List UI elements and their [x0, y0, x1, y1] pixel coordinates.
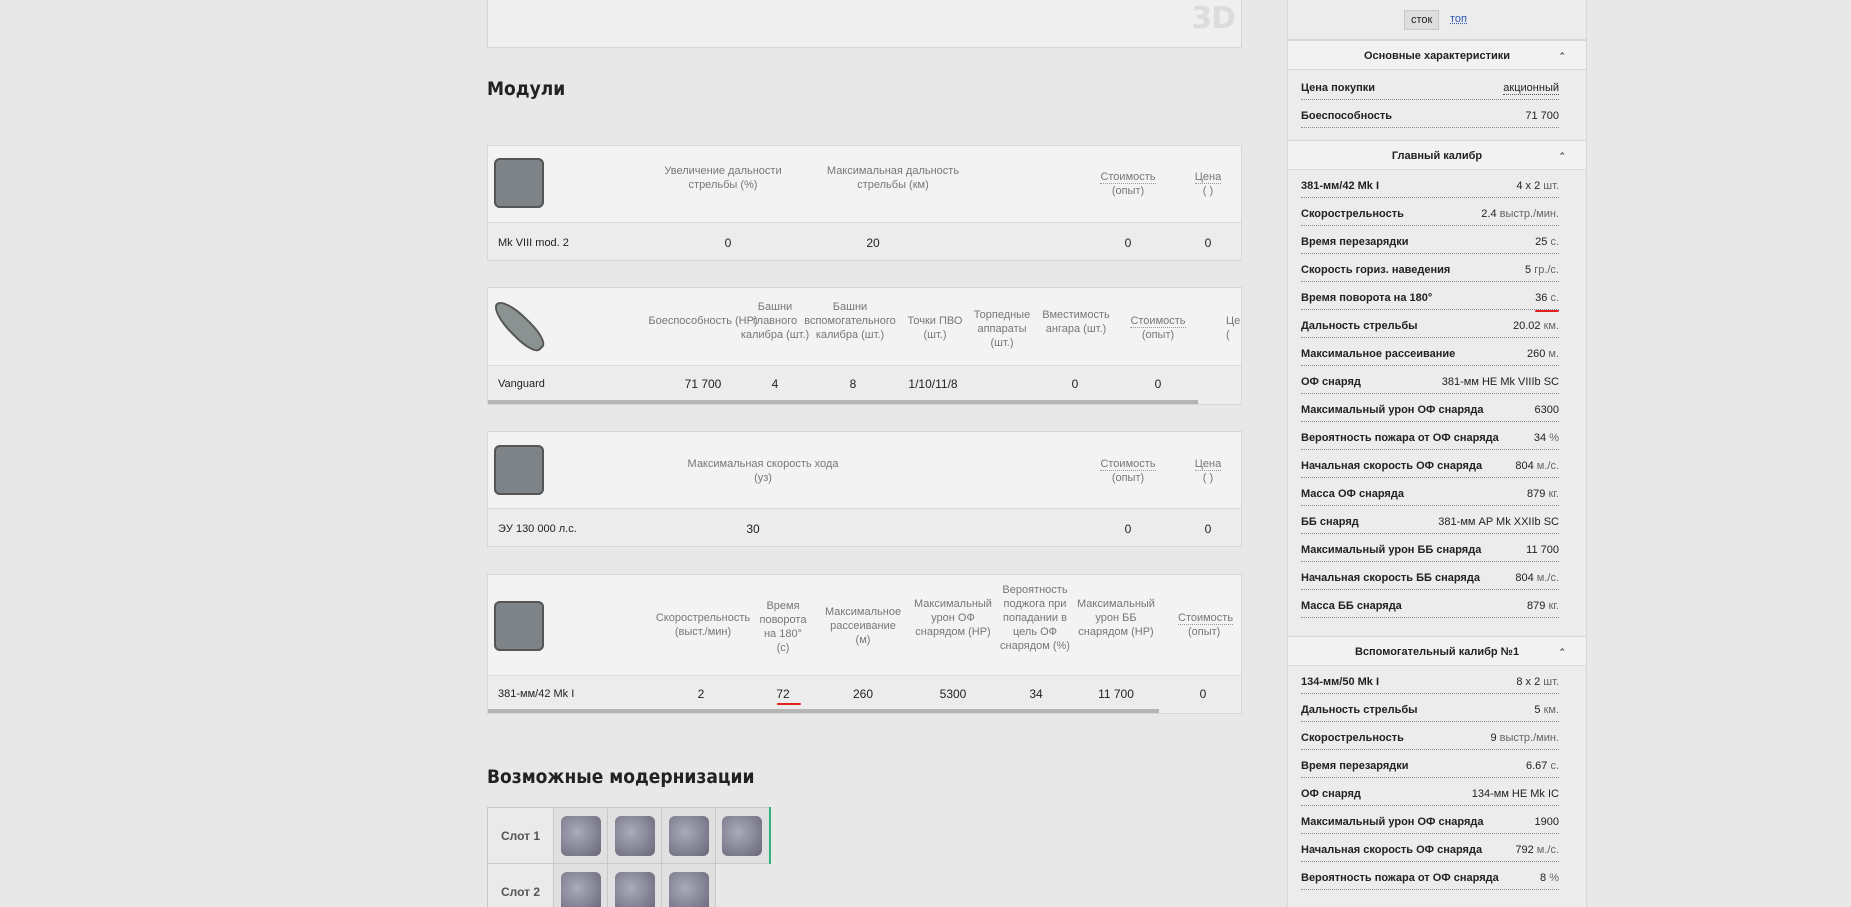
stat-label: Вероятность пожара от ОФ снаряда: [1301, 432, 1499, 444]
stat-value: [1513, 320, 1559, 332]
max-range-value: 20: [866, 236, 880, 250]
table-row: [488, 677, 1241, 710]
stat-value: [1527, 348, 1559, 360]
stat-number: 879: [1527, 600, 1546, 612]
stat-value: [1535, 292, 1559, 304]
fire-chance-value: 34: [1029, 687, 1043, 701]
stats-sidebar: [1287, 0, 1587, 907]
col-price-unit: ( ): [1202, 185, 1214, 197]
stat-row: [1301, 668, 1559, 694]
stat-unit: м./с.: [1536, 572, 1559, 584]
stat-row: [1301, 312, 1559, 338]
stat-unit: км.: [1543, 704, 1559, 716]
stat-unit: %: [1549, 872, 1559, 884]
tab-stock[interactable]: сток: [1404, 10, 1439, 30]
max-speed-value: 30: [746, 522, 760, 536]
stat-label: Масса ББ снаряда: [1301, 600, 1402, 612]
stat-label: ББ снаряд: [1301, 516, 1359, 528]
upgrade-damage-control-icon[interactable]: [722, 816, 762, 856]
stat-number: 879: [1527, 488, 1546, 500]
stat-label: Время перезарядки: [1301, 760, 1409, 772]
gun-turret-icon: [494, 601, 544, 651]
price-value: 0: [1204, 522, 1212, 536]
collapse-chevron-icon[interactable]: ⌃: [1558, 151, 1566, 161]
stat-number: 9: [1490, 732, 1497, 744]
upgrade-aux-armaments-icon[interactable]: [615, 816, 655, 856]
stat-number: 8: [1540, 872, 1547, 884]
col-cost[interactable]: Стоимость: [1100, 458, 1156, 470]
stat-row: [1301, 424, 1559, 450]
stat-value: [1516, 180, 1559, 192]
col-cost-unit: (опыт): [1111, 472, 1145, 484]
cost-value: 0: [1154, 377, 1162, 391]
col-range-increase: Увеличение дальности стрельбы (%): [664, 165, 782, 191]
stat-value: [1525, 264, 1559, 276]
stat-label: Дальность стрельбы: [1301, 320, 1418, 332]
stat-number: 2.4: [1481, 208, 1497, 220]
stat-row: [1301, 564, 1559, 590]
stat-unit: м.: [1548, 348, 1559, 360]
stat-label: Максимальный урон ББ снаряда: [1301, 544, 1482, 556]
col-cost[interactable]: Стоимость: [1130, 315, 1186, 327]
stat-row: [1301, 752, 1559, 778]
stat-label: Скорострельность: [1301, 208, 1404, 220]
stat-value: [1515, 572, 1559, 584]
stat-label: Скорость гориз. наведения: [1301, 264, 1451, 276]
stat-label: 381-мм/42 Mk I: [1301, 180, 1380, 192]
stat-row: [1301, 452, 1559, 478]
stat-number: 804: [1515, 460, 1534, 472]
stat-value: [1527, 488, 1559, 500]
stat-number: 381-мм AP Mk XXIIb SC: [1438, 516, 1559, 528]
stat-unit: с.: [1550, 292, 1559, 304]
hangar-value: 0: [1071, 377, 1079, 391]
horizontal-scrollbar[interactable]: [488, 709, 1159, 714]
section-header[interactable]: [1288, 140, 1586, 170]
stat-value: [1534, 704, 1559, 716]
main-turrets-value: 4: [771, 377, 779, 391]
stat-unit: шт.: [1543, 676, 1559, 688]
price-value: 0: [1204, 236, 1212, 250]
stat-unit: м./с.: [1536, 460, 1559, 472]
stat-unit: выстр./мин.: [1499, 208, 1559, 220]
stat-number: 71 700: [1525, 110, 1559, 122]
collapse-chevron-icon[interactable]: ⌃: [1558, 51, 1566, 61]
stat-unit: кг.: [1548, 600, 1559, 612]
upgrade-engine-icon[interactable]: [561, 872, 601, 907]
col-rate-of-fire: Скорострельность (выст./мин): [655, 612, 751, 638]
upgrade-main-armaments-icon[interactable]: [561, 816, 601, 856]
stat-label: Начальная скорость ОФ снаряда: [1301, 460, 1483, 472]
stat-value: [1490, 732, 1559, 744]
module-name: Vanguard: [498, 378, 545, 390]
ship-hull-icon: [489, 296, 550, 357]
stat-unit: выстр./мин.: [1499, 732, 1559, 744]
col-aa-points: Точки ПВО (шт.): [907, 315, 963, 341]
stat-value: [1534, 432, 1559, 444]
section-header[interactable]: [1288, 40, 1586, 70]
model-viewer[interactable]: [487, 0, 1242, 48]
col-hangar: Вместимость ангара (шт.): [1042, 309, 1110, 335]
stat-value: [1535, 816, 1559, 828]
stat-row: [1301, 228, 1559, 254]
col-ap-damage: Максимальный урон ББ снарядом (HP): [1077, 598, 1155, 638]
stat-label: Скорострельность: [1301, 732, 1404, 744]
artillery-module-table: [487, 145, 1242, 261]
stat-row: [1301, 836, 1559, 862]
stat-row: [1301, 200, 1559, 226]
stat-label: Цена покупки: [1301, 82, 1376, 94]
stat-number: 6300: [1534, 404, 1559, 416]
aa-points-value: 1/10/11/8: [908, 377, 958, 391]
table-row: [488, 367, 1241, 400]
table-row: [488, 510, 1241, 547]
stat-row: [1301, 724, 1559, 750]
stat-value: [1472, 788, 1559, 800]
stat-value: [1438, 516, 1559, 528]
stat-row: [1301, 480, 1559, 506]
stat-number: 25: [1535, 236, 1548, 248]
stat-number: 5: [1525, 264, 1532, 276]
stat-label: 134-мм/50 Mk I: [1301, 676, 1380, 688]
stat-value: [1525, 110, 1559, 122]
stat-unit: м./с.: [1536, 844, 1559, 856]
col-he-damage: Максимальный урон ОФ снарядом (HP): [914, 598, 992, 638]
stat-value: [1535, 404, 1559, 416]
stat-value: [1503, 82, 1559, 94]
tab-top[interactable]: топ: [1450, 13, 1467, 25]
stat-value: [1515, 460, 1559, 472]
cost-value: 0: [1124, 522, 1132, 536]
col-price-unit-cut: (: [1226, 329, 1230, 341]
stat-row: [1301, 696, 1559, 722]
col-hp: Боеспособность (HP): [648, 315, 758, 327]
stat-value: [1540, 872, 1559, 884]
stat-unit: гр./с.: [1534, 264, 1559, 276]
col-price[interactable]: Цена: [1194, 458, 1222, 470]
upgrades-title: Возможные модернизации: [487, 766, 755, 788]
col-cost-unit: (опыт): [1188, 626, 1221, 638]
stat-number: 34: [1533, 432, 1547, 444]
stat-number: 6.67: [1525, 760, 1548, 772]
col-cost[interactable]: Стоимость: [1178, 612, 1234, 624]
he-damage-value: 5300: [939, 687, 967, 701]
col-price[interactable]: Цена: [1194, 171, 1222, 183]
gun-module-table: [487, 574, 1242, 714]
stat-value: [1526, 544, 1559, 556]
table-row: [488, 224, 1241, 261]
stat-row: [1301, 102, 1559, 128]
col-dispersion: Максимальное рассеивание (м): [824, 606, 902, 646]
stat-label: Вероятность пожара от ОФ снаряда: [1301, 872, 1499, 884]
stat-label: ОФ снаряд: [1301, 376, 1361, 388]
modules-title: Модули: [487, 78, 566, 100]
collapse-chevron-icon[interactable]: ⌃: [1558, 647, 1566, 657]
rangefinder-icon: [494, 158, 544, 208]
stat-label: Время перезарядки: [1301, 236, 1409, 248]
stat-row: [1301, 284, 1559, 310]
stat-unit: с.: [1550, 760, 1559, 772]
stat-number: 8 x 2: [1516, 676, 1541, 688]
stat-row: [1301, 808, 1559, 834]
stat-unit: км.: [1543, 320, 1559, 332]
dispersion-value: 260: [852, 687, 874, 701]
engine-icon: [494, 445, 544, 495]
module-name: ЭУ 130 000 л.с.: [498, 523, 577, 535]
stat-number: 134-мм HE Mk IC: [1471, 788, 1559, 800]
stat-label: ОФ снаряд: [1301, 788, 1361, 800]
col-main-turrets: Башни главного калибра (шт.): [740, 301, 810, 341]
col-cost[interactable]: Стоимость: [1100, 171, 1156, 183]
col-secondary-turrets: Башни вспомогательного калибра (шт.): [804, 301, 896, 341]
stat-number: 260: [1526, 348, 1546, 360]
section-title: Вспомогательный калибр №1: [1354, 646, 1520, 658]
traverse-time-value: 72: [776, 687, 790, 701]
stat-row: [1301, 172, 1559, 198]
rate-of-fire-value: 2: [697, 687, 705, 701]
stat-number: 792: [1515, 844, 1534, 856]
secondary-turrets-value: 8: [849, 377, 857, 391]
stat-number: 36: [1535, 292, 1548, 304]
stat-row: [1301, 780, 1559, 806]
stat-number: 20.02: [1512, 320, 1541, 332]
stat-row: [1301, 368, 1559, 394]
stat-label: Начальная скорость ОФ снаряда: [1301, 844, 1483, 856]
stat-value: [1481, 208, 1559, 220]
section-header[interactable]: [1288, 636, 1586, 666]
hull-module-table: [487, 287, 1242, 405]
col-traverse-time: Время поворота на 180° (с): [759, 600, 807, 654]
module-name: 381-мм/42 Mk I: [498, 688, 575, 700]
col-fire-chance: Вероятность поджога при попадании в цель ОФ снарядом (%): [1000, 584, 1070, 652]
stat-value: [1526, 760, 1559, 772]
upgrade-magazine-icon[interactable]: [669, 816, 709, 856]
cost-value: 0: [1199, 687, 1207, 701]
section-title: Главный калибр: [1391, 150, 1483, 162]
stat-row: [1301, 396, 1559, 422]
col-price-unit: ( ): [1202, 472, 1214, 484]
stat-row: [1301, 864, 1559, 890]
stat-label: Масса ОФ снаряда: [1301, 488, 1404, 500]
stat-label: Максимальный урон ОФ снаряда: [1301, 404, 1484, 416]
slot-2-label: Слот 2: [488, 864, 554, 907]
module-name: Mk VIII mod. 2: [498, 237, 569, 249]
stat-value: [1516, 676, 1559, 688]
stat-number: 5: [1534, 704, 1541, 716]
range-increase-value: 0: [724, 236, 732, 250]
stat-value: [1535, 236, 1559, 248]
section-title: Основные характеристики: [1363, 50, 1511, 62]
stat-value: [1527, 600, 1559, 612]
stat-row: [1301, 536, 1559, 562]
stat-row: [1301, 340, 1559, 366]
hp-value: 71 700: [684, 377, 722, 391]
slot-1-label: Слот 1: [488, 808, 554, 864]
stat-unit: кг.: [1548, 488, 1559, 500]
stat-number: 4 x 2: [1516, 180, 1541, 192]
stat-value: [1442, 376, 1559, 388]
col-max-range: Максимальная дальность стрельбы (км): [826, 165, 960, 191]
stat-number: 381-мм HE Mk VIIIb SC: [1441, 376, 1559, 388]
stat-label: Боеспособность: [1301, 110, 1393, 122]
stat-row: [1301, 256, 1559, 282]
stat-label: Начальная скорость ББ снаряда: [1301, 572, 1480, 584]
ap-damage-value: 11 700: [1098, 687, 1134, 701]
col-cost-unit: (опыт): [1141, 329, 1175, 341]
engine-module-table: [487, 431, 1242, 547]
view-3d-badge[interactable]: 3D: [1191, 1, 1235, 36]
col-price-cut[interactable]: Це: [1226, 315, 1241, 327]
cost-value: 0: [1124, 236, 1132, 250]
horizontal-scrollbar[interactable]: [488, 400, 1198, 405]
stat-number: 1900: [1534, 816, 1559, 828]
highlight-underline: [777, 703, 801, 705]
col-cost-unit: (опыт): [1111, 185, 1145, 197]
col-torpedo-tubes: Торпедные аппараты (шт.): [973, 309, 1031, 349]
stat-label: Дальность стрельбы: [1301, 704, 1418, 716]
stat-label: Максимальное рассеивание: [1301, 348, 1456, 360]
stat-row: [1301, 74, 1559, 100]
stat-number: 804: [1515, 572, 1534, 584]
stat-number[interactable]: акционный: [1503, 82, 1559, 94]
stat-number: 11 700: [1526, 544, 1559, 556]
upgrade-propulsion-icon[interactable]: [615, 872, 655, 907]
stat-unit: с.: [1550, 236, 1559, 248]
stat-value: [1515, 844, 1559, 856]
stat-unit: %: [1549, 432, 1559, 444]
stat-row: [1301, 592, 1559, 618]
stat-label: Время поворота на 180°: [1301, 292, 1433, 304]
stat-row: [1301, 508, 1559, 534]
config-tabs: [1288, 0, 1586, 40]
upgrade-slots-table: [487, 807, 771, 907]
stat-label: Максимальный урон ОФ снаряда: [1301, 816, 1484, 828]
col-max-speed: Максимальная скорость хода (уз): [687, 458, 839, 484]
stat-unit: шт.: [1543, 180, 1559, 192]
upgrade-steering-icon[interactable]: [669, 872, 709, 907]
